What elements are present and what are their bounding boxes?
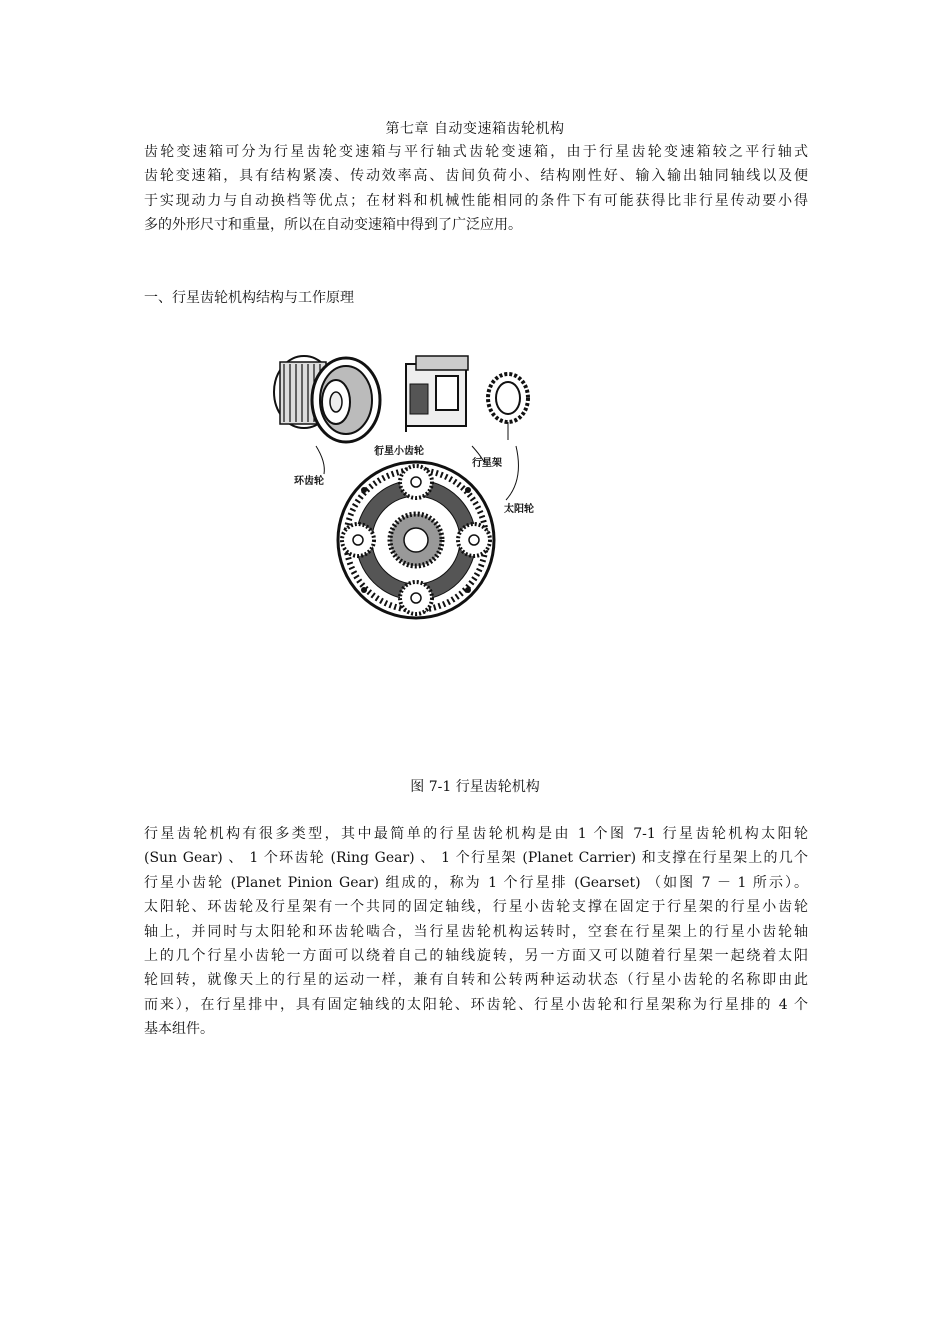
body-paragraph — [144, 822, 808, 1042]
intro-line: 齿轮变速箱，具有结构紧凑、传动效率高、齿间负荷小、结构刚性好、输入输出轴同轴线以及便 — [144, 168, 808, 185]
planetary-gear-illustration — [266, 350, 546, 620]
intro-paragraph — [144, 140, 808, 238]
body-line: 基本组件。 — [144, 1021, 214, 1038]
intro-line: 齿轮变速箱可分为行星齿轮变速箱与平行轴式齿轮变速箱，由于行星齿轮变速箱较之平行轴式 — [144, 144, 808, 160]
sun-gear-drawing — [488, 374, 528, 440]
body-line: 轴上，并同时与太阳轮和环齿轮啮合，当行星齿轮机构运转时，空套在行星架上的行星小齿轮轴 — [144, 923, 808, 940]
body-line: 行星齿轮机构有很多类型，其中最简单的行星齿轮机构是由 1 个图 7-1 行星齿轮机构太阳轮 — [144, 826, 808, 842]
label-planet-pinion: 行星小齿轮 — [374, 446, 424, 457]
label-sun-gear: 太阳轮 — [504, 504, 534, 515]
ring-gear-drawing — [274, 356, 380, 442]
label-ring-gear: 环齿轮 — [294, 476, 324, 487]
body-line: (Sun Gear) 、 1 个环齿轮 (Ring Gear) 、 1 个行星架 (Planet Carrier) 和支撑在行星架上的几个 — [144, 850, 808, 867]
planet-carrier-drawing — [406, 356, 468, 432]
figure-caption: 图 7-1 行星齿轮机构 — [410, 779, 540, 795]
planetary-gear-figure — [266, 350, 546, 620]
section-heading: 一、行星齿轮机构结构与工作原理 — [144, 290, 354, 306]
intro-line: 于实现动力与自动换档等优点；在材料和机械性能相同的条件下有可能获得比非行星传动要小得 — [144, 192, 808, 209]
body-line: 上的几个行星小齿轮一方面可以绕着自己的轴线旋转，另一方面又可以随着行星架一起绕着太阳 — [144, 948, 808, 965]
body-line: 行星小齿轮 (Planet Pinion Gear) 组成的，称为 1 个行星排 (Gearset) （如图 7 － 1 所示）。 — [144, 874, 808, 891]
assembled-gearset-drawing — [338, 462, 494, 618]
intro-line: 多的外形尺寸和重量，所以在自动变速箱中得到了广泛应用。 — [144, 217, 522, 234]
body-line: 而来），在行星排中，具有固定轴线的太阳轮、环齿轮、行星小齿轮和行星架称为行星排的 4 个 — [144, 996, 808, 1013]
body-line: 太阳轮、环齿轮及行星架有一个共同的固定轴线，行星小齿轮支撑在固定于行星架的行星小齿轮 — [144, 899, 808, 916]
body-line: 轮回转，就像天上的行星的运动一样，兼有自转和公转两种运动状态（行星小齿轮的名称即由此 — [144, 972, 808, 989]
chapter-title: 第七章 自动变速箱齿轮机构 — [385, 121, 565, 137]
label-carrier: 行星架 — [472, 458, 502, 469]
